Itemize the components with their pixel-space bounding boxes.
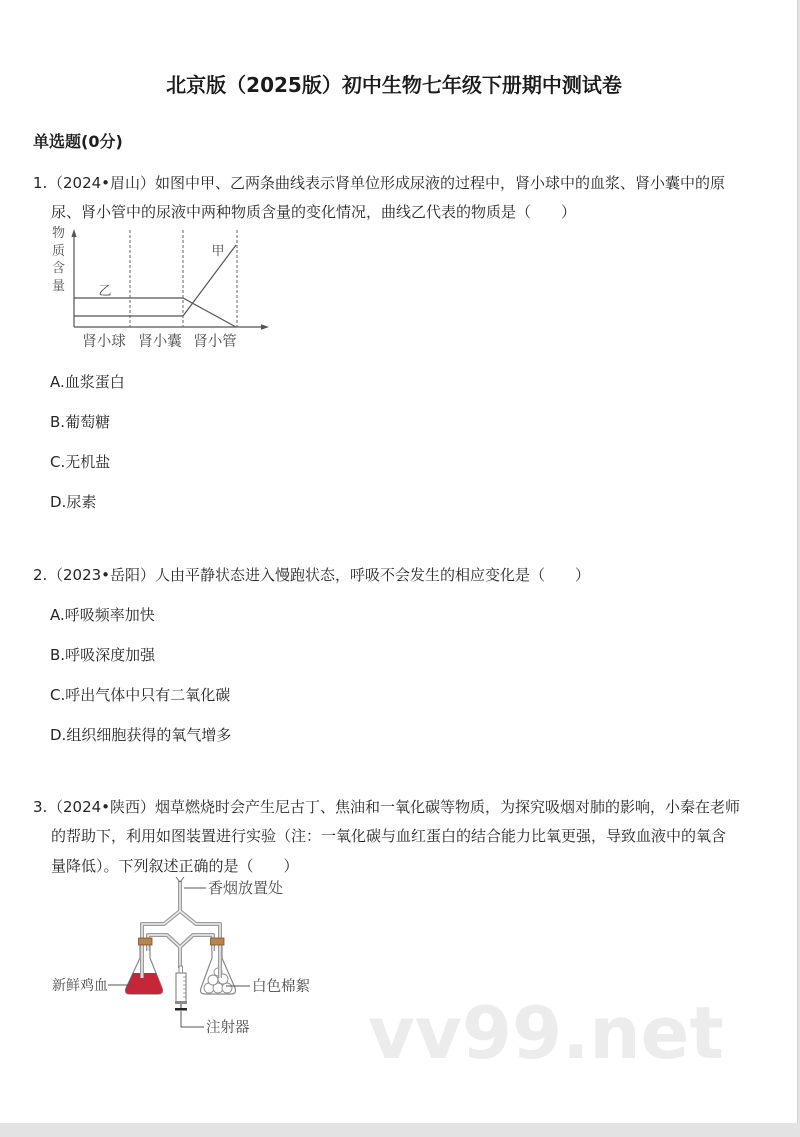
option-c	[50, 681, 230, 709]
option-d	[50, 488, 96, 516]
watermark: vv99.net	[368, 991, 724, 1075]
option-text: 呼吸频率加快	[64, 606, 155, 624]
option-text: 无机盐	[65, 453, 111, 471]
question-number: 3.	[33, 798, 48, 816]
option-letter: B.	[50, 646, 66, 664]
option-b	[50, 641, 155, 669]
smoking-experiment-apparatus	[40, 870, 320, 1040]
x-label-bowmans-capsule: 肾小囊	[138, 334, 182, 350]
page-title: 北京版（2025版）初中生物七年级下册期中测试卷	[166, 73, 622, 97]
curve-label-yi: 乙	[98, 284, 112, 299]
question-text-line: （2024•眉山）如图中甲、乙两条曲线表示肾单位形成尿液的过程中，肾小球中的血浆、肾小囊中的原	[48, 174, 726, 192]
cigarette-holder-icon	[176, 877, 184, 882]
question-text-line: 尿、肾小管中的尿液中两种物质含量的变化情况，曲线乙代表的物质是（ ）	[51, 203, 577, 221]
question-text-line: （2024•陕西）烟草燃烧时会产生尼古丁、焦油和一氧化碳等物质，为探究吸烟对肺的影响，小秦在老师	[48, 798, 741, 816]
syringe-icon	[175, 966, 187, 1011]
y-axis-arrow-icon	[71, 229, 76, 237]
x-label-glomerulus: 肾小球	[82, 334, 126, 350]
question-number: 1.	[33, 174, 48, 192]
option-a	[50, 601, 155, 629]
option-text: 血浆蛋白	[64, 373, 125, 391]
option-text: 呼吸深度加强	[65, 646, 156, 664]
chart-y-axis-label: 物质含量	[52, 226, 66, 294]
option-letter: C.	[50, 686, 66, 704]
option-letter: D.	[50, 493, 67, 511]
question-text-line: （2023•岳阳）人由平静状态进入慢跑状态，呼吸不会发生的相应变化是（ ）	[48, 566, 591, 584]
x-label-renal-tubule: 肾小管	[193, 334, 237, 350]
curve-label-jia: 甲	[211, 244, 225, 259]
label-cigarette-holder: 香烟放置处	[208, 879, 284, 897]
option-letter: B.	[50, 413, 66, 431]
question-number: 2.	[33, 566, 48, 584]
x-axis-arrow-icon	[261, 324, 269, 329]
option-letter: D.	[50, 726, 67, 744]
option-a	[50, 368, 125, 396]
question-text-line: 量降低）。下列叙述正确的是（ ）	[51, 857, 299, 875]
option-c	[50, 448, 110, 476]
option-text: 组织细胞获得的氧气增多	[66, 726, 232, 744]
left-stopper	[139, 938, 153, 945]
option-d	[50, 721, 231, 749]
option-letter: A.	[50, 606, 65, 624]
option-text: 尿素	[66, 493, 97, 511]
question-text-line: 的帮助下，利用如图装置进行实验（注：一氧化碳与血红蛋白的结合能力比氧更强，导致血液中的氧含	[51, 827, 727, 845]
option-b	[50, 408, 110, 436]
label-syringe: 注射器	[206, 1020, 250, 1036]
option-text: 呼出气体中只有二氧化碳	[65, 686, 231, 704]
option-letter: C.	[50, 453, 66, 471]
option-letter: A.	[50, 373, 65, 391]
label-fresh-chicken-blood: 新鲜鸡血	[52, 978, 108, 994]
curve-yi	[74, 298, 236, 327]
kidney-substance-chart	[40, 222, 280, 357]
chart-axes	[74, 236, 262, 327]
label-white-cotton: 白色棉絮	[252, 979, 310, 995]
right-stopper	[211, 938, 225, 945]
option-text: 葡萄糖	[65, 413, 111, 431]
section-heading: 单选题(0分)	[33, 132, 123, 151]
